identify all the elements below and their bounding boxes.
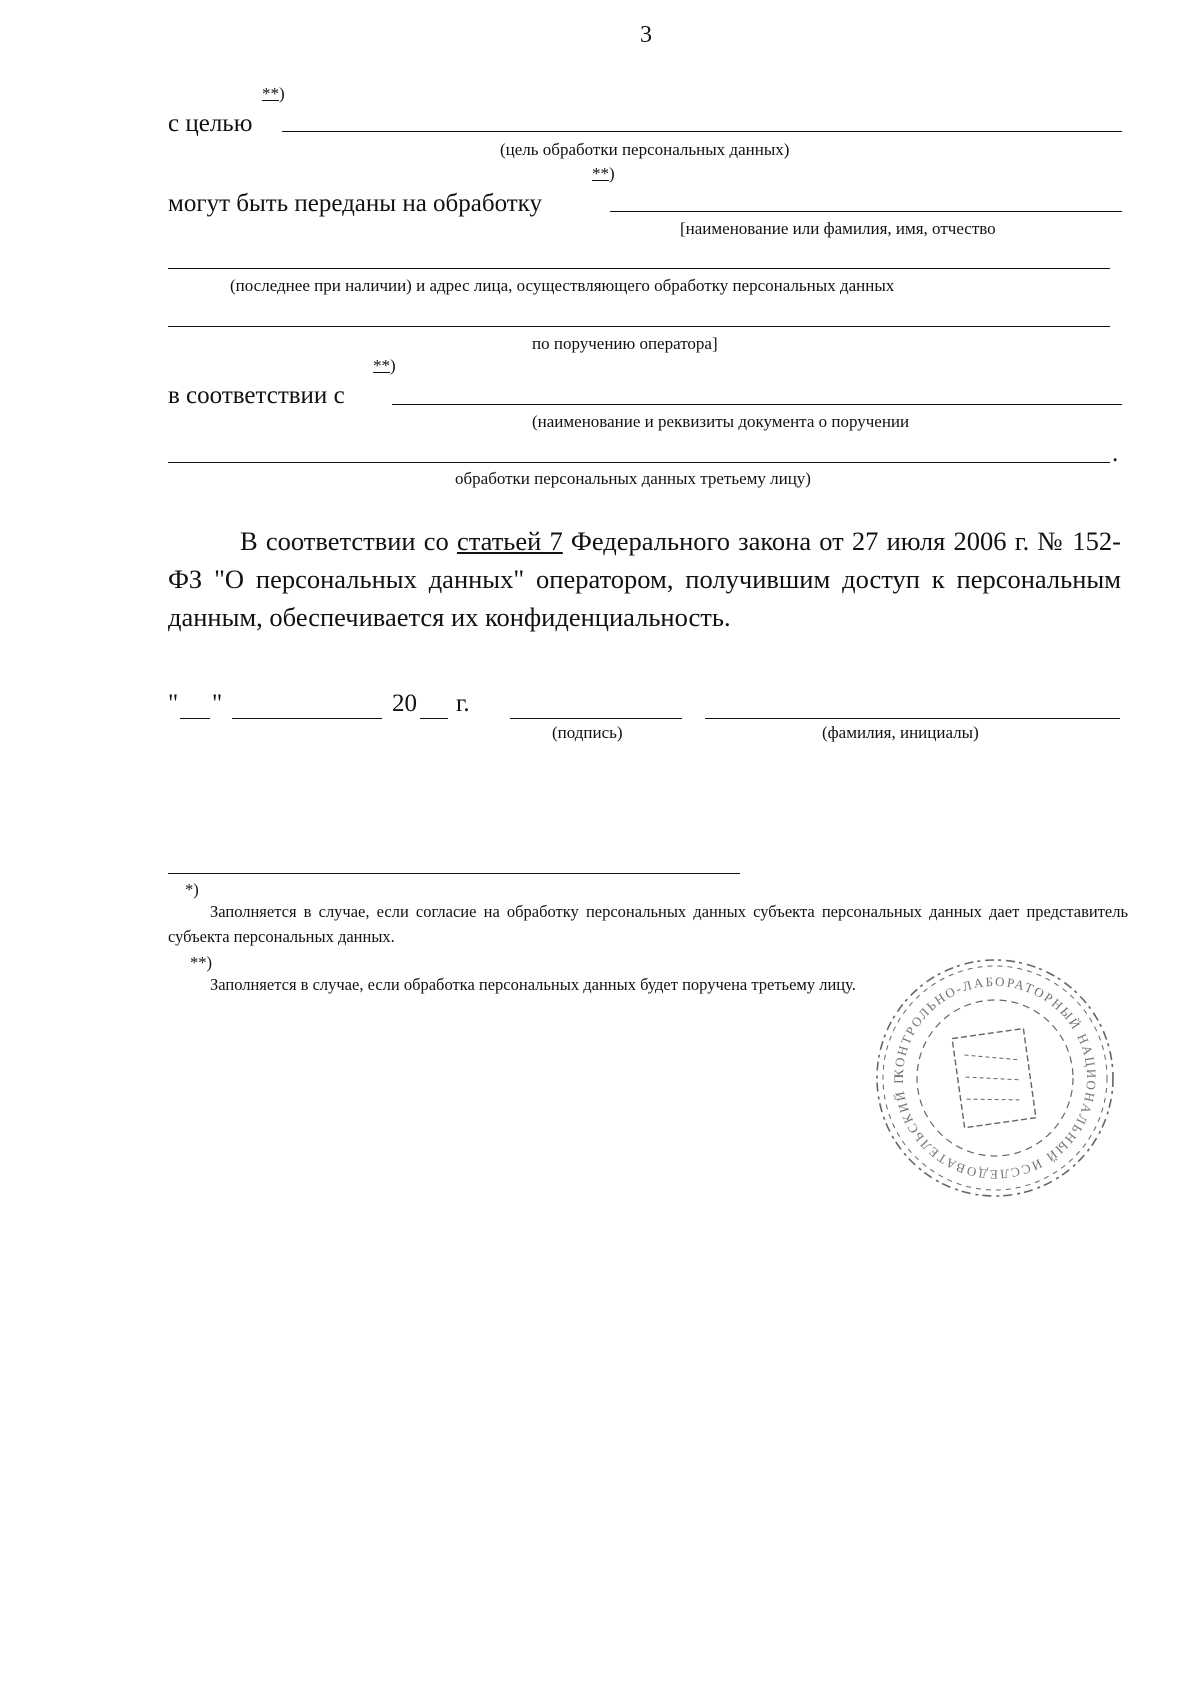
date-quote-close: " — [212, 690, 223, 717]
footnote-1-text: Заполняется в случае, если согласие на обработку персональных данных субъекта персональных данных дает представитель субъекта персональных данных. — [168, 902, 1128, 946]
transfer-caption-2: (последнее при наличии) и адрес лица, осуществляющего обработку персональных данных — [230, 276, 895, 295]
organization-stamp — [870, 953, 1120, 1203]
transfer-field-1[interactable] — [610, 211, 1122, 212]
footnote-2-text: Заполняется в случае, если обработка персональных данных будет поручена третьему лицу. — [210, 975, 856, 994]
svg-text:КОНТРОЛЬНО-ЛАБОРАТОРНЫЙ НАЦИОН — [870, 953, 1099, 1182]
confidentiality-paragraph — [168, 522, 1121, 636]
purpose-label: с целью — [168, 110, 253, 137]
stamp-ring-text: КОНТРОЛЬНО-ЛАБОРАТОРНЫЙ НАЦИОНАЛЬНЫЙ ИССЛЕДОВАТЕЛЬСКИЙ П — [890, 973, 1100, 1183]
page-number: 3 — [640, 22, 652, 48]
purpose-field[interactable] — [282, 131, 1122, 132]
basis-field-1[interactable] — [392, 404, 1122, 405]
basis-footnote-mark: **) — [373, 356, 396, 375]
footnote-separator — [168, 873, 740, 874]
date-year-prefix: 20 — [392, 690, 417, 717]
footnote-1-mark: *) — [185, 880, 199, 899]
date-day-field[interactable] — [180, 718, 210, 719]
basis-label: в соответствии с — [168, 382, 345, 409]
paragraph-body: Федерального закона от 27 июля 2006 г. № 152-ФЗ "О персональных данных" оператором, получившим доступ к персональным данным, обеспечивается их конфиденциальность. — [168, 526, 1121, 632]
signature-field[interactable] — [510, 718, 682, 719]
transfer-label: могут быть переданы на обработку — [168, 190, 542, 217]
paragraph-intro: В соответствии со — [240, 526, 457, 556]
stamp-icon — [870, 953, 1120, 1203]
basis-caption-2: обработки персональных данных третьему лицу) — [455, 469, 811, 488]
date-year-field[interactable] — [420, 718, 448, 719]
transfer-footnote-mark: **) — [592, 164, 615, 183]
signature-caption: (подпись) — [552, 723, 623, 742]
transfer-field-3[interactable] — [168, 326, 1110, 327]
basis-end-dot: . — [1112, 440, 1119, 467]
footnote-2-mark: **) — [190, 953, 212, 972]
transfer-field-2[interactable] — [168, 268, 1110, 269]
name-caption: (фамилия, инициалы) — [822, 723, 979, 742]
transfer-caption-3: по поручению оператора] — [532, 334, 718, 353]
name-field[interactable] — [705, 718, 1120, 719]
basis-caption-1: (наименование и реквизиты документа о поручении — [532, 412, 910, 431]
basis-field-2[interactable] — [168, 462, 1110, 463]
transfer-caption-1: [наименование или фамилия, имя, отчество — [680, 219, 996, 238]
article-7-link[interactable]: статьей 7 — [456, 526, 563, 556]
date-year-suffix: г. — [456, 690, 470, 717]
purpose-footnote-mark: **) — [262, 84, 285, 103]
date-quote-open: " — [168, 690, 179, 717]
date-month-field[interactable] — [232, 718, 382, 719]
purpose-caption: (цель обработки персональных данных) — [500, 140, 790, 159]
